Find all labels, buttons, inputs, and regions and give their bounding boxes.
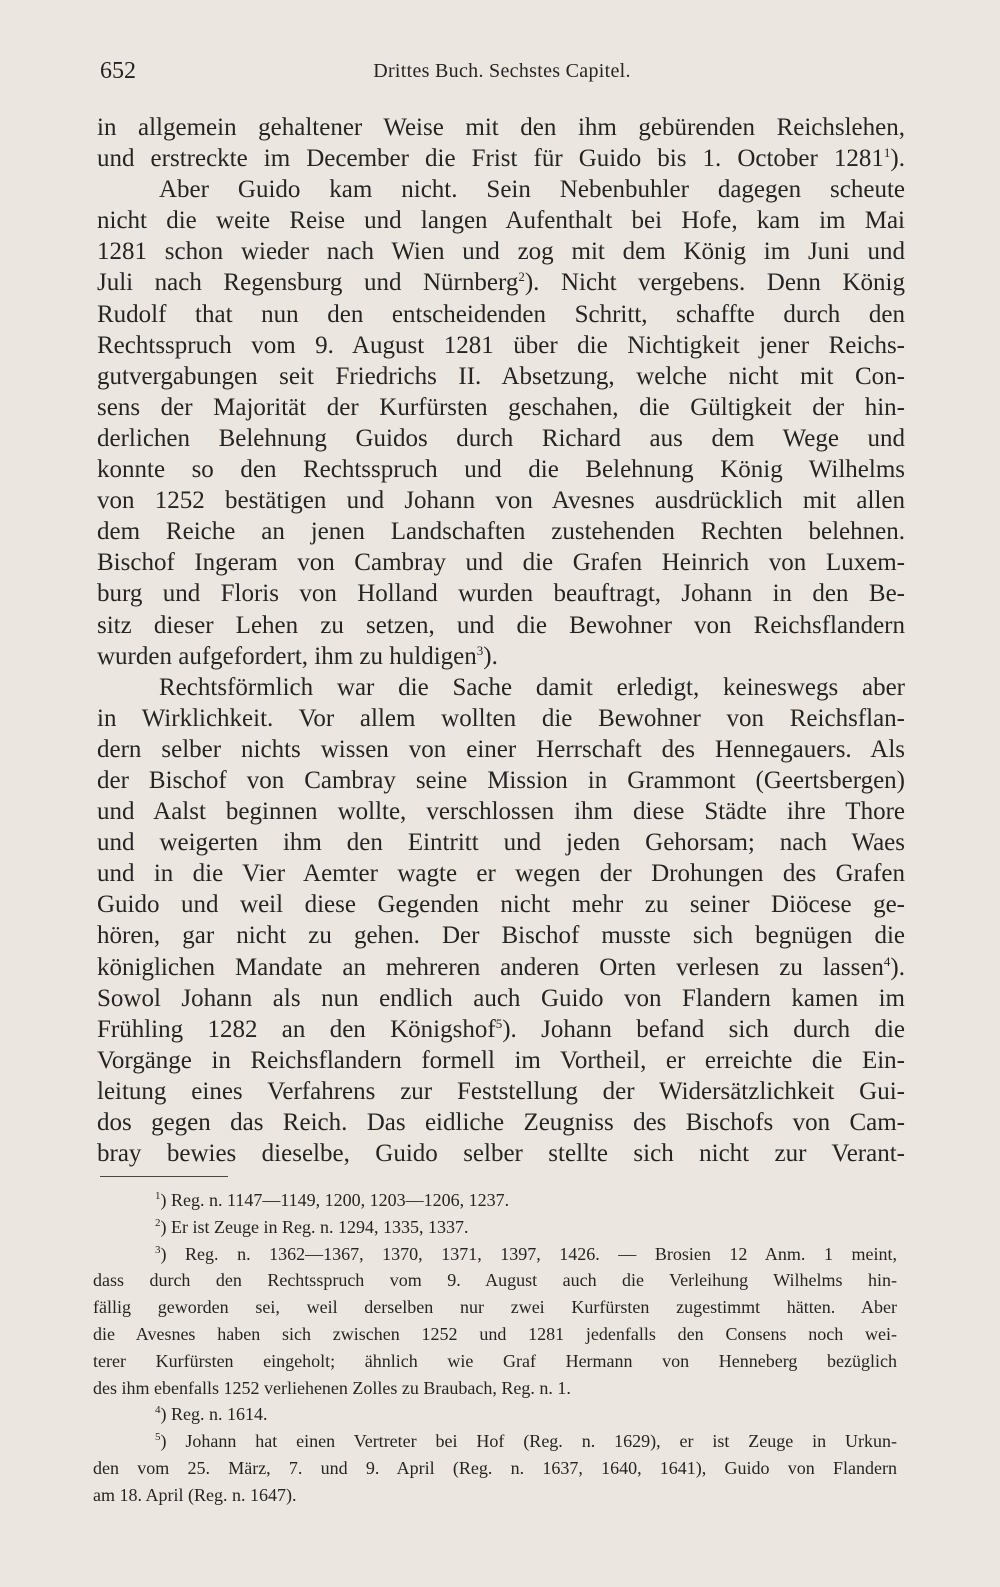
- body-line: [97, 1076, 905, 1107]
- body-text: in allgemein gehaltener Weise mit den ihm gebürenden Reichslehen,: [97, 114, 905, 141]
- body-line: [97, 516, 905, 547]
- body-text: hören, gar nicht zu gehen. Der Bischof musste sich begnügen die: [97, 922, 905, 950]
- body-line: [97, 610, 905, 641]
- body-text: von 1252 bestätigen und Johann von Avesnes ausdrücklich mit allen: [97, 487, 905, 515]
- body-text: Bischof Ingeram von Cambray und die Grafen Heinrich von Luxem-: [97, 549, 905, 577]
- body-line: [97, 765, 905, 796]
- body-text: sens der Majorität der Kurfürsten geschahen, die Gültigkeit der hin-: [97, 393, 905, 421]
- footnotes-text: fällig geworden sei, weil derselben nur zwei Kurfürsten zugestimmt hätten. Aber: [93, 1297, 897, 1318]
- body-text: dern selber nichts wissen von einer Herrschaft des Hennegauers. Als: [97, 735, 905, 763]
- footnotes-text: des ihm ebenfalls 1252 verliehenen Zolles zu Braubach, Reg. n. 1.: [93, 1377, 571, 1398]
- footnote-reference: 3: [476, 642, 484, 658]
- footnote-reference: 1: [883, 145, 891, 161]
- running-head: Drittes Buch. Sechstes Capitel.: [373, 60, 631, 82]
- body-line: [97, 267, 905, 298]
- body-text: Rudolf that nun den entscheidenden Schritt, schaffte durch den: [97, 300, 905, 328]
- body-text: 1281 schon wieder nach Wien und zog mit dem König im Juni und: [97, 238, 905, 266]
- body-line: [97, 641, 905, 672]
- body-text: Guido und weil diese Gegenden nicht mehr zu seiner Diöcese ge-: [97, 891, 905, 919]
- footnotes-line: [93, 1375, 897, 1402]
- body-line: [97, 889, 905, 920]
- footnote-reference: 5: [495, 1015, 503, 1031]
- body-line: [97, 392, 905, 423]
- footnote-marker: 5: [155, 1431, 161, 1444]
- footnotes-line: [93, 1321, 897, 1348]
- body-line: [97, 454, 905, 485]
- body-text: und Aalst beginnen wollte, verschlossen ihm diese Städte ihre Thore: [97, 798, 905, 826]
- body-line: [97, 672, 905, 703]
- body-text-continued: ). Nicht vergebens. Denn König: [524, 269, 905, 297]
- footnote-reference: 4: [883, 953, 891, 969]
- body-line: [97, 330, 905, 361]
- body-text-continued: ).: [890, 145, 905, 173]
- body-line: [97, 796, 905, 827]
- footnotes-line: [93, 1214, 897, 1241]
- footnotes-text: am 18. April (Reg. n. 1647).: [93, 1484, 297, 1505]
- body-text-continued: ).: [483, 642, 498, 670]
- body-line: [97, 143, 905, 174]
- footnotes-line: [93, 1294, 897, 1321]
- footnotes-text: ) Reg. n. 1362—1367, 1370, 1371, 1397, 1426. — Brosien 12 Anm. 1 meint,: [160, 1243, 897, 1264]
- footnote-marker: 4: [155, 1404, 161, 1417]
- footnotes-line: [93, 1348, 897, 1375]
- body-line: [97, 578, 905, 609]
- page-header: [100, 58, 904, 94]
- body-text: bray bewies dieselbe, Guido selber stellte sich nicht zur Verant-: [97, 1140, 905, 1168]
- body-line: [97, 423, 905, 454]
- footnote-marker: 2: [155, 1216, 161, 1229]
- footnote-rule: [100, 1176, 228, 1177]
- footnotes-line: [93, 1455, 897, 1482]
- body-line: [97, 952, 905, 983]
- footnote-marker: 1: [155, 1190, 161, 1202]
- footnotes-line: [93, 1241, 897, 1268]
- body-line: [97, 920, 905, 951]
- footnote-reference: 2: [518, 269, 525, 285]
- body-line: [97, 734, 905, 765]
- body-line: [97, 858, 905, 889]
- footnotes-text: dass durch den Rechtsspruch vom 9. August auch die Verleihung Wilhelms hin-: [93, 1270, 897, 1291]
- body-text: und erstreckte im December die Frist für Guido bis 1. October 1281: [97, 145, 884, 173]
- body-text: Rechtsspruch vom 9. August 1281 über die Nichtigkeit jener Reichs-: [97, 331, 905, 359]
- body-line: [97, 1014, 905, 1045]
- body-line: [97, 205, 905, 236]
- footnotes-text: ) Reg. n. 1147—1149, 1200, 1203—1206, 1237.: [160, 1190, 510, 1210]
- body-text: Rechtsförmlich war die Sache damit erledigt, keineswegs aber: [159, 673, 905, 701]
- footnotes-line: [93, 1428, 897, 1455]
- footnotes-text: ) Er ist Zeuge in Reg. n. 1294, 1335, 1337.: [160, 1216, 469, 1237]
- body-text: gutvergabungen seit Friedrichs II. Absetzung, welche nicht mit Con-: [97, 362, 905, 390]
- page-number: 652: [100, 58, 136, 84]
- body-text: nicht die weite Reise und langen Aufenthalt bei Hofe, kam im Mai: [97, 207, 905, 235]
- body-text: der Bischof von Cambray seine Mission in Grammont (Geertsbergen): [97, 766, 905, 794]
- body-line: [97, 174, 905, 205]
- body-text: Frühling 1282 an den Königshof: [97, 1015, 496, 1043]
- footnotes-text: die Avesnes haben sich zwischen 1252 und 1281 jedenfalls den Consens noch wei-: [93, 1323, 897, 1344]
- body-line: [97, 703, 905, 734]
- body-text: in Wirklichkeit. Vor allem wollten die Bewohner von Reichsflan-: [97, 704, 905, 732]
- body-text: Juli nach Regensburg und Nürnberg: [97, 269, 519, 297]
- body-text: dos gegen das Reich. Das eidliche Zeugniss des Bischofs von Cam-: [97, 1109, 905, 1136]
- footnotes-text: ) Johann hat einen Vertreter bei Hof (Reg. n. 1629), er ist Zeuge in Urkun-: [160, 1431, 897, 1452]
- footnotes-line: [93, 1482, 897, 1509]
- body-line: [97, 112, 905, 143]
- footnote-marker: 3: [155, 1243, 161, 1256]
- body-line: [97, 485, 905, 516]
- body-text-continued: ). Johann befand sich durch die: [502, 1015, 905, 1043]
- body-text: Sowol Johann als nun endlich auch Guido von Flandern kamen im: [97, 984, 905, 1012]
- body-text: Aber Guido kam nicht. Sein Nebenbuhler dagegen scheute: [159, 176, 905, 204]
- footnotes-text: terer Kurfürsten eingeholt; ähnlich wie Graf Hermann von Henneberg bezüglich: [93, 1350, 897, 1371]
- body-line: [97, 361, 905, 392]
- footnotes-text: den vom 25. März, 7. und 9. April (Reg. n. 1637, 1640, 1641), Guido von Flandern: [93, 1457, 897, 1478]
- body-text: dem Reiche an jenen Landschaften zustehenden Rechten belehnen.: [97, 518, 905, 546]
- footnotes-line: [93, 1401, 897, 1428]
- footnotes-text: ) Reg. n. 1614.: [160, 1404, 268, 1425]
- body-text: wurden aufgefordert, ihm zu huldigen: [97, 642, 477, 670]
- body-text: königlichen Mandate an mehreren anderen Orten verlesen zu lassen: [97, 953, 884, 981]
- body-text: leitung eines Verfahrens zur Feststellung der Widersätzlichkeit Gui-: [97, 1077, 905, 1105]
- body-line: [97, 299, 905, 330]
- footnotes: [93, 1187, 897, 1509]
- body-text: [97, 112, 905, 1169]
- body-text: sitz dieser Lehen zu setzen, und die Bewohner von Reichsflandern: [97, 611, 905, 639]
- body-line: [97, 827, 905, 858]
- body-line: [97, 236, 905, 267]
- body-text: konnte so den Rechtsspruch und die Belehnung König Wilhelms: [97, 456, 905, 484]
- body-text: derlichen Belehnung Guidos durch Richard aus dem Wege und: [97, 424, 905, 452]
- body-line: [97, 983, 905, 1014]
- body-text: und weigerten ihm den Eintritt und jeden Gehorsam; nach Waes: [97, 829, 905, 857]
- body-text: und in die Vier Aemter wagte er wegen der Drohungen des Grafen: [97, 860, 905, 888]
- body-text: burg und Floris von Holland wurden beauftragt, Johann in den Be-: [97, 580, 905, 608]
- body-line: [97, 1107, 905, 1138]
- body-line: [97, 1138, 905, 1169]
- body-line: [97, 547, 905, 578]
- footnotes-line: [93, 1187, 897, 1214]
- footnotes-line: [93, 1267, 897, 1294]
- body-text: Vorgänge in Reichsflandern formell im Vortheil, er erreichte die Ein-: [97, 1046, 905, 1074]
- body-text-continued: ).: [890, 953, 905, 981]
- body-line: [97, 1045, 905, 1076]
